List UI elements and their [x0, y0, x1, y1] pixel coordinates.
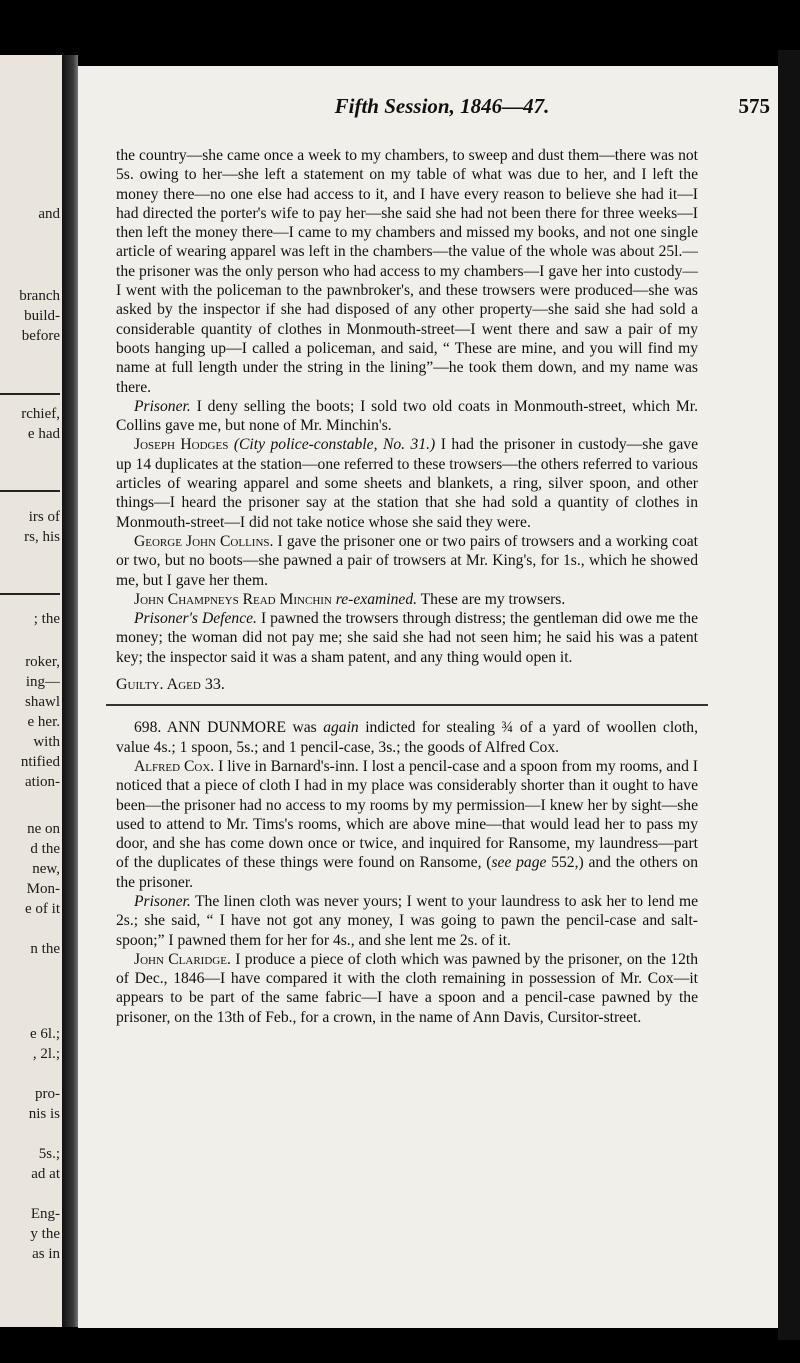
margin-fragment: roker,	[25, 654, 60, 670]
verdict: Guilty. Aged 33.	[116, 676, 225, 694]
margin-fragment: as in	[32, 1246, 60, 1262]
witness-name: Alfred Cox.	[134, 757, 215, 775]
margin-fragment: ntified	[20, 754, 60, 770]
prisoner-defence	[116, 609, 698, 667]
witness-role: (City police-constable, No. 31.)	[228, 436, 436, 454]
margin-fragment: rs, his	[24, 529, 60, 545]
statement-text: I deny selling the boots; I sold two old coats in Monmouth-street, which Mr. Collins gave me, but none of Mr. Minchin's.	[116, 397, 698, 435]
margin-fragment: , 2l.;	[32, 1046, 60, 1062]
margin-rule	[0, 593, 60, 595]
speaker-label: Prisoner's Defence.	[134, 610, 257, 628]
margin-fragment: Eng-	[30, 1206, 60, 1222]
witness-testimony-tail: 552,) and the others on the prisoner.	[116, 854, 699, 891]
speaker-label: Prisoner.	[134, 892, 191, 910]
book-gutter	[62, 55, 78, 1327]
margin-fragment: e her.	[27, 714, 60, 730]
witness-testimony: These are my trowsers.	[417, 590, 566, 608]
case-number: 698.	[134, 719, 167, 737]
cross-reference: see page	[491, 854, 547, 872]
margin-fragment: branch	[19, 288, 60, 304]
margin-fragment: d the	[30, 841, 60, 857]
indictment-connective: was	[286, 719, 324, 737]
witness-name: John Claridge.	[134, 950, 231, 968]
margin-fragment: n the	[30, 941, 60, 957]
case-indictment	[116, 718, 698, 757]
margin-fragment: with	[33, 734, 60, 750]
witness-collins	[116, 532, 698, 590]
witness-cox	[116, 757, 698, 892]
margin-fragment: 5s.;	[38, 1146, 60, 1162]
facing-page-edge	[0, 55, 64, 1327]
witness-claridge	[116, 950, 698, 1027]
margin-rule	[0, 393, 60, 395]
testimony-continuation: the country—she came once a week to my chambers, to sweep and dust them—there was not 5s. owing to her—she left a statement on my table of what was due to her, and I left the money there—no one else had access to it, and I have every reason to believe she had it—I had directed the porter's wife to pay her—she said she had not been there for three weeks—I then left the money there—I came to my chambers and missed my books, and not one single article of wearing apparel was left in the chambers—the value of the whole was about 25l.—the prisoner was the only person who had access to my chambers—I gave her into custody—I went with the policeman to the pawnbroker's, and these trowsers were produced—she was asked by the inspector if she had disposed of any other property—she said she had sold a considerable quantity of clothes in Monmouth-street—I went there and saw a pair of my boots hanging up—I called a policeman, and said, “ These are mine, and you will find my name at full length under the string in the lining”—he took them down, and my name was there.	[116, 147, 698, 396]
margin-fragment: shawl	[25, 694, 60, 710]
defendant-name: ANN DUNMORE	[166, 719, 286, 737]
margin-fragment: Mon-	[26, 881, 60, 897]
margin-fragment: build-	[24, 308, 60, 324]
margin-fragment: ad at	[31, 1166, 60, 1182]
indictment-text: indicted for stealing ¾ of a yard of woollen cloth, value 4s.; 1 spoon, 5s.; and 1 pencil-case, 3s.; the goods of Alfred Cox.	[116, 719, 698, 756]
witness-testimony: I live in Barnard's-inn. I lost a pencil-case and a spoon from my rooms, and I noticed that a piece of cloth I had in my place was considerably shorter than it ought to have been—the prisoner had no access to my rooms by my permission—I knew her by sight—she used to attend to Mr. Tims's rooms, which are above mine—that would lead her to pass my door, and she has come down once or twice, and inquired for Ransome, my laundress—part of the duplicates of these things were found on Ransome, (	[116, 757, 698, 872]
margin-fragment: nis is	[28, 1106, 60, 1122]
margin-fragment: and	[38, 206, 60, 222]
margin-fragment: e of it	[25, 901, 60, 917]
witness-testimony: I had the prisoner in custody—she gave up 14 duplicates at the station—one referred to these trowsers—the others referred to various articles of wearing apparel and some sheets and blankets, a ring, silver spoon, and other things—I heard the prisoner say at the station that she had sold a quantity of clothes in Monmouth-street—I did not take notice whose she said they were.	[116, 436, 698, 531]
margin-fragment: before	[21, 328, 60, 344]
margin-fragment: ation-	[25, 774, 60, 790]
margin-fragment: ing—	[25, 674, 60, 690]
witness-testimony: I produce a piece of cloth which was pawned by the prisoner, on the 12th of Dec., 1846—I have compared it with the cloth remaining in possession of Mr. Cox—it appears to be part of the same fabric—I have a spoon and a pencil-case pawned by the prisoner, on the 13th of Feb., for a crown, in the name of Ann Davis, Cursitor-street.	[116, 950, 698, 1026]
page-number: 575	[738, 94, 770, 118]
prisoner-statement	[116, 892, 698, 950]
page-body	[116, 146, 698, 1027]
speaker-label: Prisoner.	[134, 397, 191, 415]
statement-text: I pawned the trowsers through distress; the gentleman did owe me the money; the woman did not pay me; she said she had not seen him; he said his was a patent key; the inspector said it was a sham patent, and any thing would open it.	[116, 610, 699, 666]
running-title: Fifth Session, 1846—47.	[334, 94, 550, 118]
statement-text: The linen cloth was never yours; I went to your laundress to ask her to lend me 2s.; she said, “ I have not got any money, I was going to pawn the pencil-case and salt-spoon;” I pawned them for her for 4s., and she lent me 2s. of it.	[116, 892, 698, 949]
witness-name: George John Collins.	[134, 532, 274, 550]
book-page	[78, 66, 778, 1328]
margin-fragment: new,	[32, 861, 60, 877]
witness-testimony: I gave the prisoner one or two pairs of trowsers and a working coat or two, but no boots—she pawned a pair of trowsers at Mr. King's, for 1s., which he showed me, but I gave her them.	[116, 532, 698, 589]
margin-fragment: e 6l.;	[30, 1026, 60, 1042]
margin-fragment: y the	[30, 1226, 60, 1242]
again-italic: again	[323, 719, 359, 737]
witness-minchin	[116, 590, 698, 609]
margin-fragment: ne on	[27, 821, 60, 837]
margin-fragment: e had	[27, 426, 60, 442]
margin-fragment: irs of	[28, 509, 60, 525]
margin-rule	[0, 490, 60, 492]
page-shadow	[778, 50, 800, 1340]
witness-name: Joseph Hodges	[134, 436, 229, 454]
page-header	[114, 94, 770, 124]
margin-fragment: pro-	[35, 1086, 60, 1102]
witness-name: John Champneys Read Minchin	[134, 590, 332, 608]
margin-fragment: ; the	[33, 611, 60, 627]
case-divider	[106, 704, 708, 706]
witness-hodges	[116, 435, 698, 531]
witness-role: re-examined.	[331, 590, 418, 608]
margin-fragment: rchief,	[21, 406, 60, 422]
prisoner-statement	[116, 397, 698, 436]
